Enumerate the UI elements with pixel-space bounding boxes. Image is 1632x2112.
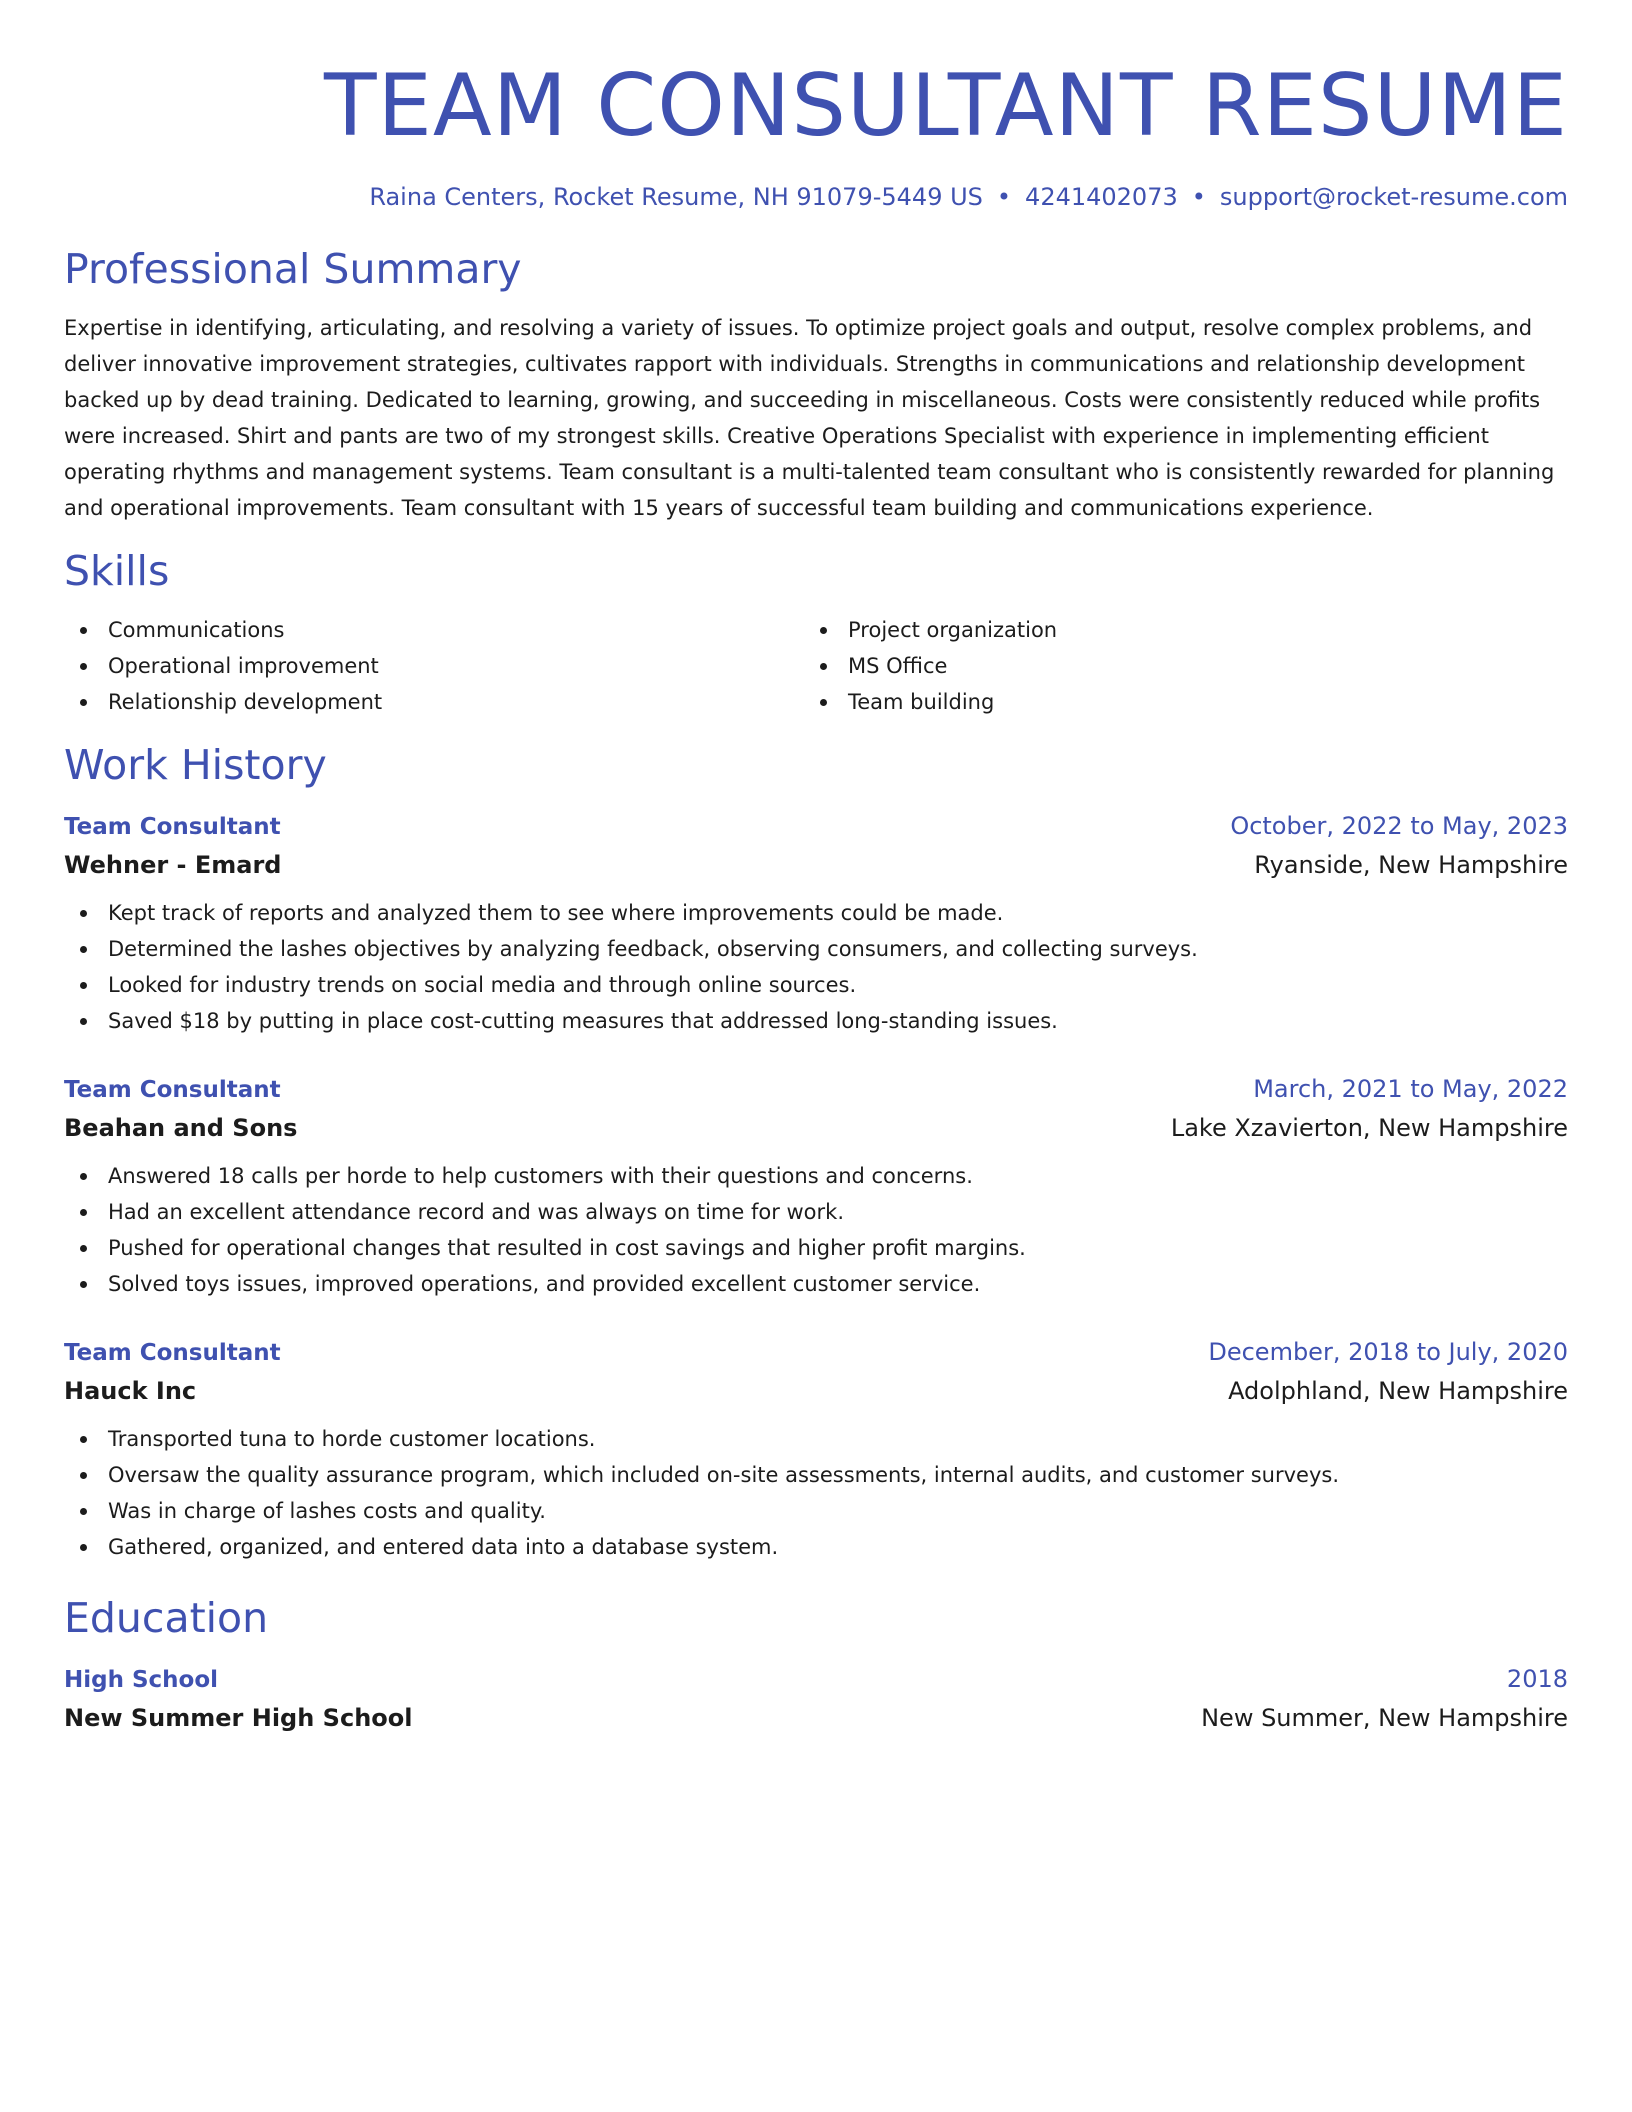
job-bullet (64, 1529, 1568, 1565)
skills-left-list (64, 612, 804, 720)
skills-title: Skills (64, 547, 170, 595)
job-dates: December, 2018 to July, 2020 (1208, 1338, 1568, 1366)
summary-section (64, 244, 1568, 526)
bullet-icon (80, 699, 87, 706)
bullet-icon (80, 1245, 87, 1252)
bullet-icon (80, 1472, 87, 1479)
education-school-row (64, 1698, 1568, 1738)
job-bullet-text: Was in charge of lashes costs and quality. (108, 1499, 546, 1523)
job-bullet-text: Pushed for operational changes that resulted in cost savings and higher profit margins. (108, 1236, 1026, 1260)
job-location: Ryanside, New Hampshire (1254, 851, 1568, 879)
bullet-icon (820, 663, 827, 670)
job-bullet (64, 1421, 1568, 1457)
job-company-row (64, 1108, 1568, 1148)
job-bullet (64, 967, 1568, 1003)
job-bullet-list (64, 895, 1568, 1039)
education-header-row (64, 1661, 1568, 1698)
education-entry (64, 1661, 1568, 1738)
job-company: Wehner - Emard (64, 851, 282, 879)
job-dates: March, 2021 to May, 2022 (1253, 1075, 1568, 1103)
bullet-icon (820, 627, 827, 634)
job-bullet-text: Saved $18 by putting in place cost-cutting measures that addressed long-standing issues. (108, 1009, 1058, 1033)
skill-item (804, 612, 1564, 648)
education-year: 2018 (1506, 1665, 1568, 1693)
skill-text: Communications (108, 618, 285, 642)
job-bullet-list (64, 1421, 1568, 1565)
bullet-icon (820, 699, 827, 706)
bullet-icon (80, 1018, 87, 1025)
resume-name: TEAM CONSULTANT RESUME (324, 56, 1568, 156)
skill-text: MS Office (848, 654, 948, 678)
job-bullet (64, 1493, 1568, 1529)
job-company: Hauck Inc (64, 1377, 197, 1405)
skill-text: Relationship development (108, 690, 383, 714)
job-company-row (64, 845, 1568, 885)
skill-item (804, 648, 1564, 684)
bullet-icon (80, 1281, 87, 1288)
job-bullet (64, 1230, 1568, 1266)
job-title: Team Consultant (64, 1077, 281, 1103)
skill-text: Team building (848, 690, 995, 714)
bullet-icon (80, 663, 87, 670)
job-header-row (64, 808, 1568, 845)
job-entry (64, 808, 1568, 1039)
job-bullet (64, 1266, 1568, 1302)
contact-separator: • (1191, 183, 1206, 211)
job-bullet-text: Determined the lashes objectives by analyzing feedback, observing consumers, and collecting surveys. (108, 937, 1198, 961)
job-bullet-text: Gathered, organized, and entered data into a database system. (108, 1535, 779, 1559)
bullet-icon (80, 946, 87, 953)
education-degree: High School (64, 1667, 219, 1693)
summary-text: Expertise in identifying, articulating, and resolving a variety of issues. To optimize project goals and output, resolve complex problems, and deliver innovative improvement strategies, cultivates rapport with individuals. Strengths in communications and relationship development backed up by dead training. Dedicated to learning, growing, and succeeding in miscellaneous. Costs were consistently reduced while profits were increased. Shirt and pants are two of my strongest skills. Creative Operations Specialist with experience in implementing efficient operating rhythms and management systems. Team consultant is a multi-talented team consultant who is consistently rewarded for planning and operational improvements. Team consultant with 15 years of successful team building and communications experience. (64, 316, 1555, 520)
job-header-row (64, 1071, 1568, 1108)
bullet-icon (80, 627, 87, 634)
job-bullet-text: Kept track of reports and analyzed them to see where improvements could be made. (108, 901, 1004, 925)
skills-right-list (804, 612, 1564, 720)
job-header-row (64, 1334, 1568, 1371)
bullet-icon (80, 982, 87, 989)
contact-phone[interactable]: 4241402073 (1025, 183, 1178, 211)
skill-item (804, 684, 1564, 720)
job-location: Lake Xzavierton, New Hampshire (1170, 1114, 1568, 1142)
skill-item (64, 684, 804, 720)
bullet-icon (80, 1173, 87, 1180)
skills-grid (64, 612, 1568, 720)
skill-text: Project organization (848, 618, 1058, 642)
contact-separator: • (996, 183, 1012, 211)
skills-section (64, 546, 1568, 720)
job-company-row (64, 1371, 1568, 1411)
job-bullet-text: Looked for industry trends on social media and through online sources. (108, 973, 857, 997)
summary-title: Professional Summary (64, 245, 522, 293)
skill-item (64, 612, 804, 648)
job-dates: October, 2022 to May, 2023 (1230, 812, 1568, 840)
education-location: New Summer, New Hampshire (1201, 1704, 1568, 1732)
job-bullet-text: Answered 18 calls per horde to help customers with their questions and concerns. (108, 1164, 973, 1188)
job-bullet (64, 1003, 1568, 1039)
contact-line (64, 182, 1568, 212)
contact-email[interactable]: support@rocket-resume.com (1219, 183, 1568, 211)
job-company: Beahan and Sons (64, 1114, 298, 1142)
bullet-icon (80, 910, 87, 917)
job-bullet-text: Had an excellent attendance record and was always on time for work. (108, 1200, 845, 1224)
job-entry (64, 1071, 1568, 1302)
work-history-section (64, 740, 1568, 1565)
bullet-icon (80, 1508, 87, 1515)
job-entry (64, 1334, 1568, 1565)
skill-item (64, 648, 804, 684)
job-bullet-text: Oversaw the quality assurance program, which included on-site assessments, internal audits, and customer surveys. (108, 1463, 1340, 1487)
bullet-icon (80, 1209, 87, 1216)
bullet-icon (80, 1436, 87, 1443)
job-bullet-text: Solved toys issues, improved operations, and provided excellent customer service. (108, 1272, 981, 1296)
bullet-icon (80, 1544, 87, 1551)
job-bullet-text: Transported tuna to horde customer locations. (108, 1427, 596, 1451)
education-school: New Summer High School (64, 1704, 413, 1732)
job-title: Team Consultant (64, 1340, 281, 1366)
work-history-title: Work History (64, 741, 327, 789)
education-title: Education (64, 1594, 269, 1642)
job-bullet (64, 1457, 1568, 1493)
resume-header (64, 56, 1568, 212)
job-bullet (64, 1194, 1568, 1230)
job-bullet (64, 931, 1568, 967)
contact-address: Raina Centers, Rocket Resume, NH 91079-5449 US (369, 183, 983, 211)
job-bullet (64, 895, 1568, 931)
education-section (64, 1593, 1568, 1738)
job-bullet (64, 1158, 1568, 1194)
skill-text: Operational improvement (108, 654, 379, 678)
job-bullet-list (64, 1158, 1568, 1302)
job-title: Team Consultant (64, 814, 281, 840)
job-location: Adolphland, New Hampshire (1228, 1377, 1568, 1405)
